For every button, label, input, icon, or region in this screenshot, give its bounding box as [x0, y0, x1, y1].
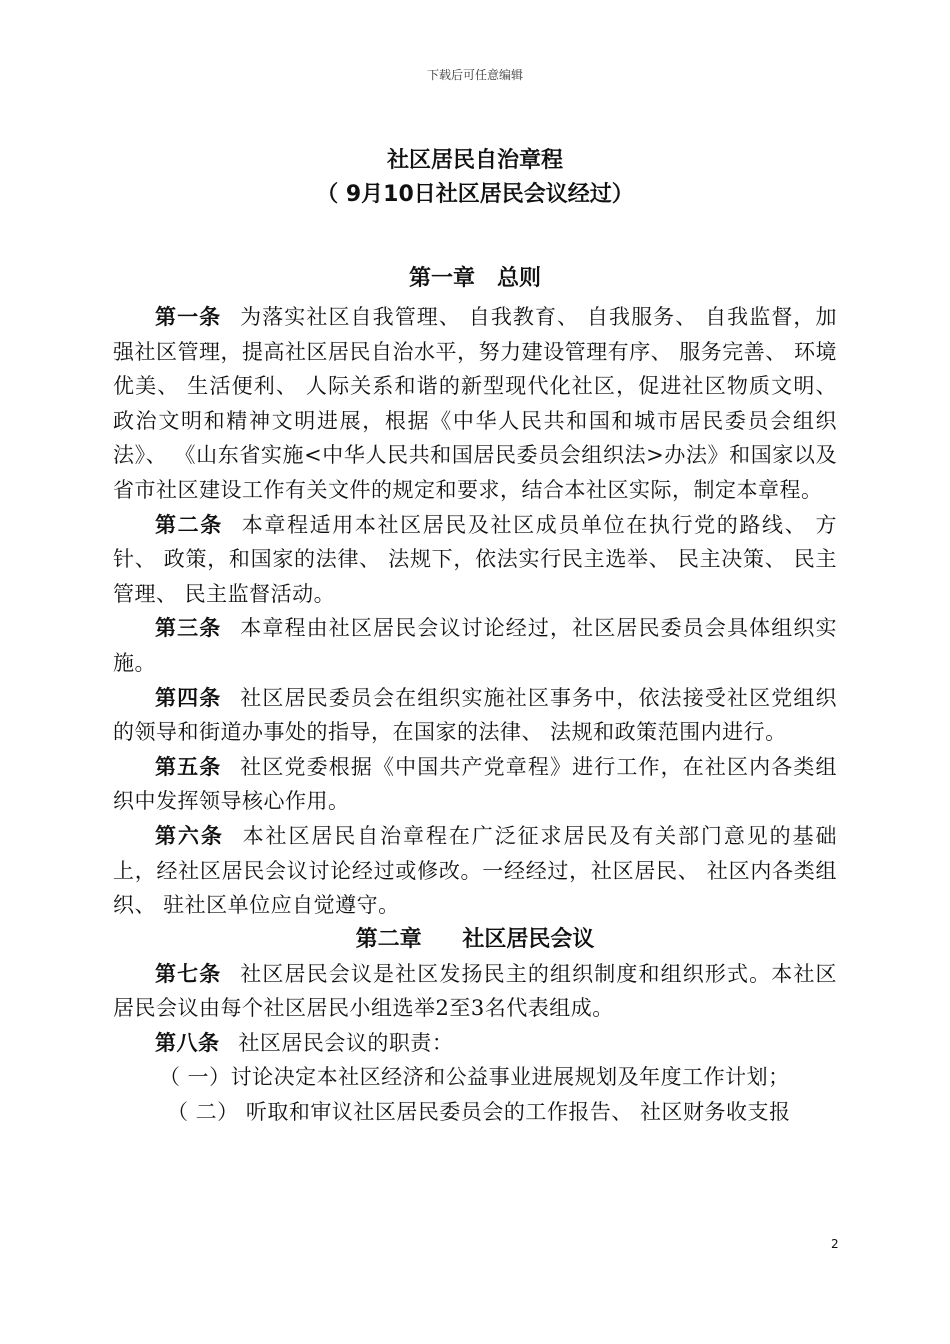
article-text: 本章程由社区居民会议讨论经过，社区居民委员会具体组织实施。: [113, 616, 837, 675]
chapter-heading: 第一章 总则: [408, 266, 541, 291]
article-text: 社区居民委员会在组织实施社区事务中，依法接受社区党组织的领导和街道办事处的指导，在国家的法律、 法规和政策范围内进行。: [113, 685, 837, 745]
chapter-heading: 第二章 社区居民会议: [355, 926, 595, 952]
article: [113, 957, 837, 1026]
article: [113, 750, 837, 819]
document-subtitle: （ 9月10日社区居民会议经过）: [316, 182, 634, 207]
article: [113, 611, 837, 680]
article-text: 为落实社区自我管理、 自我教育、 自我服务、 自我监督，加强社区管理，提高社区居民自治水平，努力建设管理有序、 服务完善、 环境优美、 生活便利、 人际关系和谐的新型现代化社区，促进社区物质文明、 政治文明和精神文明进展，根据《中华人民共和国和城市居民委员会组织法》、 《山东省实施<中华人民共和国居民委员会组织法>办法》和国家以及省市社区建设工作有关文件的规定和要求，结合本社区实际，制定本章程。: [113, 305, 837, 502]
article: [113, 300, 837, 508]
article: [113, 819, 837, 923]
article-number: 第六条: [155, 823, 224, 848]
article-text: 本社区居民自治章程在广泛征求居民及有关部门意见的基础上，经社区居民会议讨论经过或修改。一经经过，社区居民、 社区内各类组织、 驻社区单位应自觉遵守。: [113, 823, 838, 918]
article: [113, 1026, 837, 1061]
article-text: 社区党委根据《中国共产党章程》进行工作，在社区内各类组织中发挥领导核心作用。: [113, 754, 837, 814]
article-number: 第八条: [155, 1030, 220, 1055]
document-body: [113, 262, 837, 1130]
article-number: 第三条: [155, 616, 222, 641]
article: [113, 681, 837, 750]
article-number: 第五条: [155, 754, 222, 779]
page-number: 2: [831, 1237, 839, 1251]
article-number: 第一条: [155, 305, 222, 329]
header-note: 下载后可任意编辑: [426, 68, 523, 82]
article-number: 第七条: [155, 961, 222, 986]
list-item: （ 一）讨论决定本社区经济和公益事业进展规划及年度工作计划；: [159, 1065, 790, 1090]
article-number: 第二条: [155, 512, 223, 537]
article-number: 第四条: [155, 685, 222, 710]
document-title: 社区居民自治章程: [386, 148, 563, 173]
article-text: 本章程适用本社区居民及社区成员单位在执行党的路线、 方针、 政策，和国家的法律、 法规下，依法实行民主选举、 民主决策、 民主管理、 民主监督活动。: [113, 512, 837, 606]
article-text: 社区居民会议是社区发扬民主的组织制度和组织形式。本社区居民会议由每个社区居民小组选举2至3名代表组成。: [113, 961, 837, 1021]
article-text: 社区居民会议的职责：: [238, 1030, 454, 1055]
article: [113, 508, 837, 612]
list-item: （ 二） 听取和审议社区居民委员会的工作报告、 社区财务收支报: [167, 1100, 791, 1125]
